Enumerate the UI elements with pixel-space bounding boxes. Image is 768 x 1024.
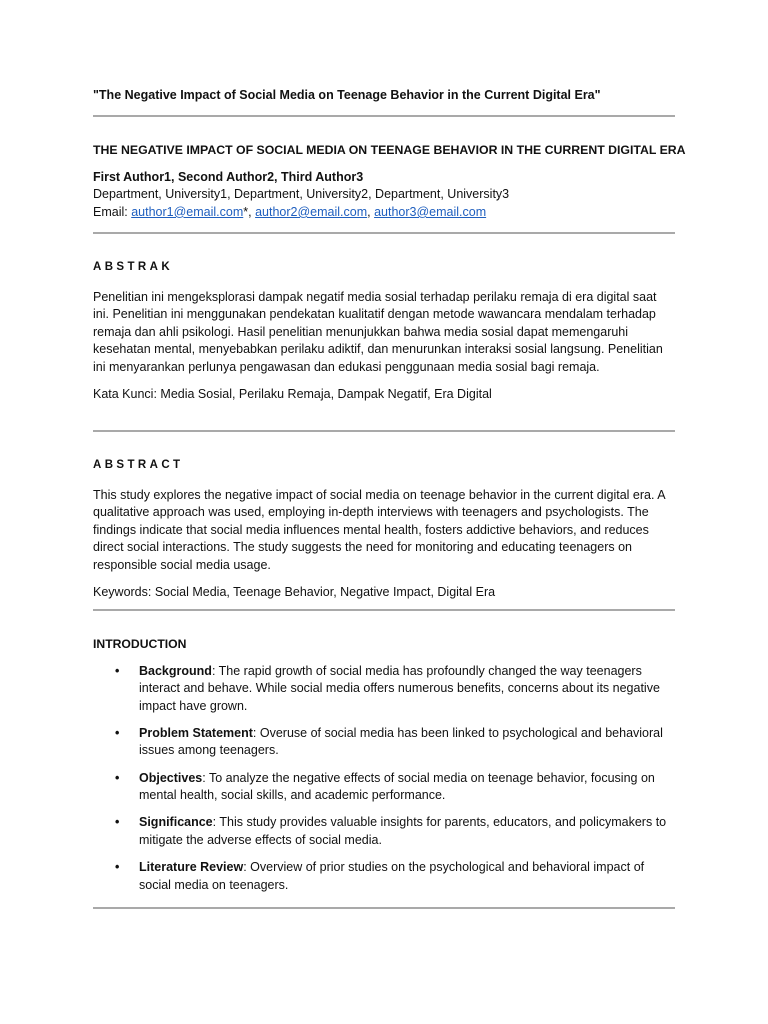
abstract-body: This study explores the negative impact of social media on teenage behavior in the current digital era. A qualitative approach was used, employing in-depth interviews with teenagers and psychologists. The findings indicate that social media influences mental health, fosters addictive behaviors, and reduces direct social interactions. The study suggests the need for monitoring and educating teenagers on responsible social media usage.: [93, 487, 665, 572]
introduction-list: [93, 663, 675, 895]
bullet-icon: •: [115, 725, 120, 740]
email-label: Email:: [93, 204, 132, 219]
bullet-icon: •: [115, 815, 120, 830]
bullet-icon: •: [115, 663, 120, 678]
paper-title: THE NEGATIVE IMPACT OF SOCIAL MEDIA ON TEENAGE BEHAVIOR IN THE CURRENT DIGITAL ERA: [93, 143, 686, 157]
abstrak-section: [93, 259, 675, 403]
abstract-section: [93, 457, 675, 601]
list-item: [93, 814, 675, 849]
list-item-text: : Overview of prior studies on the psychological and behavioral impact of social media on teenagers.: [139, 859, 645, 892]
list-item-term: Background: [139, 663, 212, 678]
list-item-term: Literature Review: [139, 859, 244, 874]
author-name: Second Author2: [177, 169, 275, 184]
abstract-keywords: Keywords: Social Media, Teenage Behavior, Negative Impact, Digital Era: [93, 584, 496, 599]
affiliations: Department, University1, Department, University2, Department, University3: [93, 187, 510, 202]
list-item-text: : Overuse of social media has been linked to psychological and behavioral issues among teenagers.: [139, 725, 663, 758]
abstrak-body: Penelitian ini mengeksplorasi dampak negatif media sosial terhadap perilaku remaja di era digital saat ini. Penelitian ini menggunakan pendekatan kualitatif dengan metode wawancara mendalam terhadap remaja dan ahli psikologi. Hasil penelitian menunjukkan bahwa media sosial dapat memengaruhi kesehatan mental, menyebabkan perilaku adiktif, dan menurunkan interaksi sosial langsung. Penelitian ini menyarankan perlunya pengawasan dan edukasi penggunaan media sosial bagi remaja.: [93, 289, 663, 374]
list-item: [93, 859, 675, 894]
list-item: [93, 725, 675, 760]
abstrak-heading: ABSTRAK: [93, 261, 174, 273]
abstract-heading: ABSTRACT: [93, 459, 184, 471]
email-link-author1[interactable]: author1@email.com: [131, 204, 244, 219]
list-item-text: : This study provides valuable insights for parents, educators, and policymakers to mitigate the adverse effects of social media.: [139, 815, 667, 847]
author-name: First Author1: [93, 169, 172, 184]
divider: [93, 609, 675, 611]
list-item-text: : The rapid growth of social media has profoundly changed the way teenagers interact and behave. While social media offers numerous benefits, concerns about its negative impact have grown.: [139, 663, 660, 713]
abstrak-keywords: Kata Kunci: Media Sosial, Perilaku Remaja, Dampak Negatif, Era Digital: [93, 386, 492, 401]
list-item-text: : To analyze the negative effects of social media on teenage behavior, focusing on mental health, social skills, and academic performance.: [139, 770, 655, 803]
list-item-term: Objectives: [139, 770, 203, 785]
document-title: "The Negative Impact of Social Media on Teenage Behavior in the Current Digital Era": [93, 88, 601, 102]
divider: [93, 115, 675, 117]
divider: [93, 232, 675, 234]
email-line: Email: author1@email.com*, author2@email.com, author3@email.com: [93, 204, 487, 219]
list-item-term: Significance: [139, 815, 213, 830]
author-list: First Author1, Second Author2, Third Author3: [93, 169, 364, 184]
introduction-heading: INTRODUCTION: [93, 637, 187, 651]
divider: [93, 430, 675, 432]
author-name: Third Author3: [281, 169, 364, 184]
list-item: [93, 663, 675, 716]
corresponding-mark: *: [243, 204, 249, 219]
bullet-icon: •: [115, 770, 120, 785]
list-item-term: Problem Statement: [139, 725, 253, 740]
list-item: [93, 770, 675, 805]
introduction-section: [93, 636, 675, 904]
email-link-author2[interactable]: author2@email.com: [255, 204, 368, 219]
email-link-author3[interactable]: author3@email.com: [374, 204, 487, 219]
divider: [93, 907, 675, 909]
title-block: [93, 142, 686, 221]
bullet-icon: •: [115, 859, 120, 874]
